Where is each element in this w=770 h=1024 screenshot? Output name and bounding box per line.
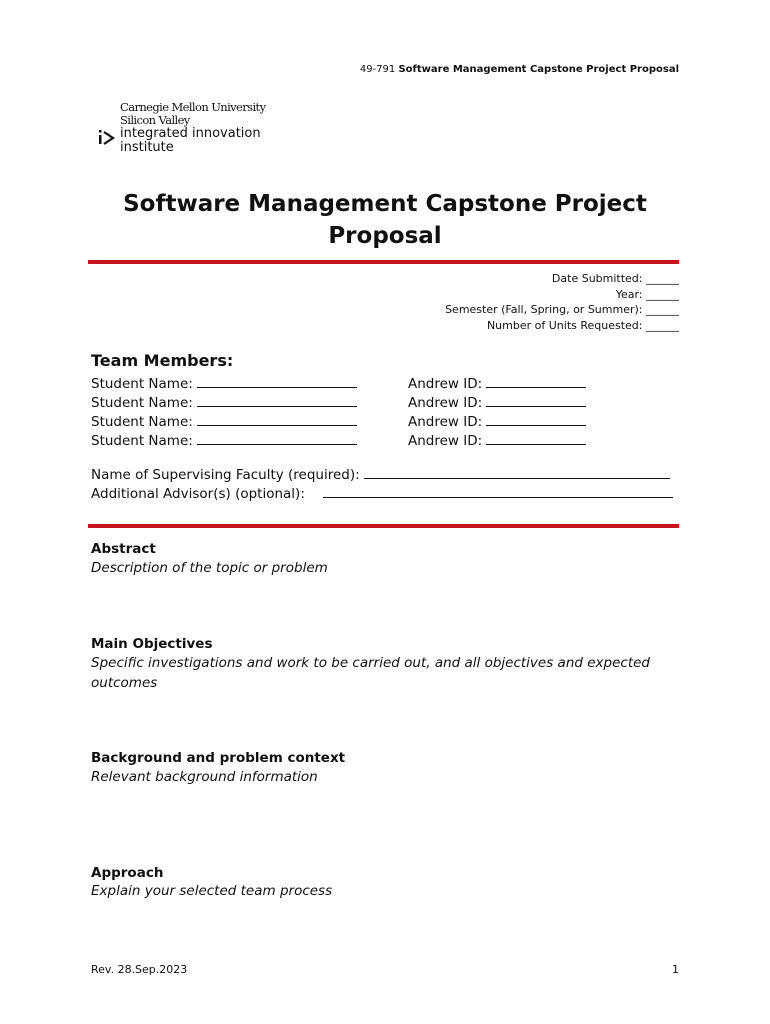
title-divider [88, 260, 679, 264]
logo-university: Carnegie Mellon University [120, 100, 266, 114]
header-title: Software Management Capstone Project Proposal [398, 64, 679, 75]
main-objectives-heading: Main Objectives [91, 636, 213, 652]
andrew-id-label: Andrew ID: [408, 376, 483, 392]
team-members-heading: Team Members: [91, 351, 234, 370]
student-name-label: Student Name: [91, 414, 193, 430]
submission-meta [445, 271, 679, 333]
student-name-label: Student Name: [91, 433, 193, 449]
andrew-id-row [408, 393, 586, 411]
andrew-id-label: Andrew ID: [408, 395, 483, 411]
supervising-faculty-label: Name of Supervising Faculty (required): [91, 467, 360, 483]
andrew-id-row [408, 431, 586, 449]
student-name-row [91, 412, 357, 430]
student-name-row [91, 393, 357, 411]
student-name-row [91, 374, 357, 392]
date-submitted-field[interactable]: Date Submitted: ______ [551, 272, 679, 285]
andrew-id-row [408, 374, 586, 392]
main-objectives-description: Specific investigations and work to be carried out, and all objectives and expected outcomes [91, 655, 650, 691]
year-field[interactable]: Year: ______ [615, 287, 679, 301]
andrew-id-input[interactable] [486, 431, 586, 445]
abstract-heading: Abstract [91, 541, 156, 557]
semester-field[interactable]: Semester (Fall, Spring, or Summer): ______ [445, 303, 679, 316]
section-divider [88, 524, 679, 528]
additional-advisor-label: Additional Advisor(s) (optional): [91, 486, 305, 502]
iii-mark-icon [98, 128, 118, 148]
cmu-logo [98, 101, 298, 161]
supervising-faculty-row [91, 465, 670, 483]
andrew-id-label: Andrew ID: [408, 433, 483, 449]
revision-date: Rev. 28.Sep.2023 [91, 963, 188, 976]
andrew-id-input[interactable] [486, 393, 586, 407]
logo-integrated: integrated innovation [120, 126, 261, 141]
abstract-description: Description of the topic or problem [91, 560, 328, 576]
additional-advisor-row [91, 484, 673, 502]
andrew-id-label: Andrew ID: [408, 414, 483, 430]
page-title [90, 188, 680, 252]
student-name-row [91, 431, 357, 449]
student-name-label: Student Name: [91, 376, 193, 392]
page-number: 1 [672, 963, 679, 976]
student-name-input[interactable] [197, 431, 357, 445]
andrew-id-row [408, 412, 586, 430]
approach-heading: Approach [91, 865, 164, 881]
background-heading: Background and problem context [91, 750, 346, 766]
units-field[interactable]: Number of Units Requested: ______ [486, 318, 679, 332]
student-name-input[interactable] [197, 374, 357, 388]
supervising-faculty-input[interactable] [364, 465, 670, 479]
title-line-1: Software Management Capstone Project [123, 191, 647, 217]
andrew-id-input[interactable] [486, 374, 586, 388]
additional-advisor-input[interactable] [323, 484, 673, 498]
page-header [360, 64, 679, 75]
approach-description: Explain your selected team process [91, 883, 333, 899]
title-line-2: Proposal [328, 223, 442, 249]
student-name-input[interactable] [197, 393, 357, 407]
andrew-id-input[interactable] [486, 412, 586, 426]
student-name-input[interactable] [197, 412, 357, 426]
header-course: 49-791 [359, 64, 396, 75]
background-description: Relevant background information [91, 769, 318, 785]
logo-campus: Silicon Valley [120, 113, 190, 127]
student-name-label: Student Name: [91, 395, 193, 411]
logo-institute: institute [120, 140, 174, 155]
